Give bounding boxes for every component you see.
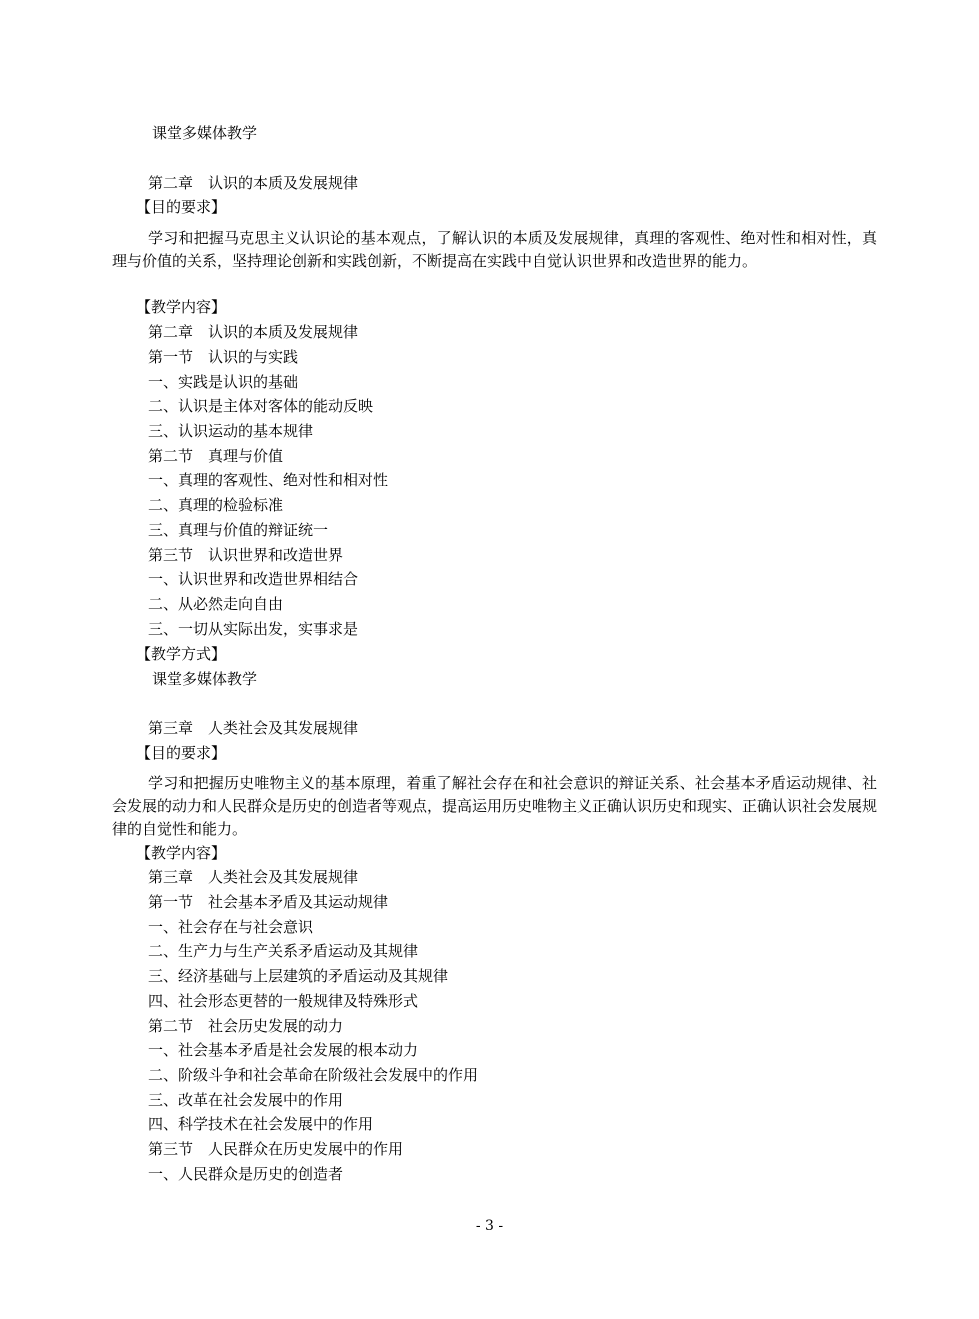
list-item: 第一节 社会基本矛盾及其运动规律 [148,893,389,911]
list-item: 二、从必然走向自由 [148,595,284,613]
page-number: - 3 - [475,1218,504,1234]
list-item: 一、认识世界和改造世界相结合 [148,570,359,588]
list-item: 三、改革在社会发展中的作用 [148,1091,344,1109]
list-item: 第二节 真理与价值 [148,447,284,465]
chapter3-content-heading: 【教学内容】 [136,844,227,862]
chapter2-title: 第二章 认识的本质及发展规律 [148,174,359,192]
list-item: 第三节 人民群众在历史发展中的作用 [148,1140,404,1158]
chapter2-method-heading: 【教学方式】 [136,645,227,663]
list-item: 二、阶级斗争和社会革命在阶级社会发展中的作用 [148,1066,479,1084]
list-item: 第二节 社会历史发展的动力 [148,1017,344,1035]
list-item: 第一节 认识的与实践 [148,348,299,366]
list-item: 三、一切从实际出发，实事求是 [148,620,359,638]
list-item: 一、社会基本矛盾是社会发展的根本动力 [148,1041,419,1059]
list-item: 三、真理与价值的辩证统一 [148,521,329,539]
list-item: 四、社会形态更替的一般规律及特殊形式 [148,992,419,1010]
list-item: 一、实践是认识的基础 [148,373,299,391]
list-item: 二、真理的检验标准 [148,496,284,514]
list-item: 四、科学技术在社会发展中的作用 [148,1115,374,1133]
list-item: 三、经济基础与上层建筑的矛盾运动及其规律 [148,967,449,985]
list-item: 三、认识运动的基本规律 [148,422,314,440]
chapter3-requirement-text: 学习和把握历史唯物主义的基本原理，着重了解社会存在和社会意识的辩证关系、社会基本矛盾运动规律、社会发展的动力和人民群众是历史的创造者等观点，提高运用历史唯物主义正确认识历史和现实、正确认识社会发展规律的自觉性和能力。 [112,774,878,838]
list-item: 第三节 认识世界和改造世界 [148,546,344,564]
chapter2-method-text: 课堂多媒体教学 [152,670,258,688]
list-item: 一、真理的客观性、绝对性和相对性 [148,471,389,489]
list-item: 二、生产力与生产关系矛盾运动及其规律 [148,942,419,960]
chapter3-title: 第三章 人类社会及其发展规律 [148,719,359,737]
list-item: 二、认识是主体对客体的能动反映 [148,397,374,415]
chapter2-requirement-heading: 【目的要求】 [136,198,227,216]
chapter2-requirement-text: 学习和把握马克思主义认识论的基本观点，了解认识的本质及发展规律，真理的客观性、绝对性和相对性，真理与价值的关系，坚持理论创新和实践创新，不断提高在实践中自觉认识世界和改造世界的能力。 [112,229,877,270]
chapter3-requirement-heading: 【目的要求】 [136,744,227,762]
list-item: 第三章 人类社会及其发展规律 [148,868,359,886]
list-item: 一、人民群众是历史的创造者 [148,1165,344,1183]
top-method-text: 课堂多媒体教学 [152,124,258,142]
list-item: 一、社会存在与社会意识 [148,918,314,936]
chapter2-content-heading: 【教学内容】 [136,298,227,316]
list-item: 第二章 认识的本质及发展规律 [148,323,359,341]
